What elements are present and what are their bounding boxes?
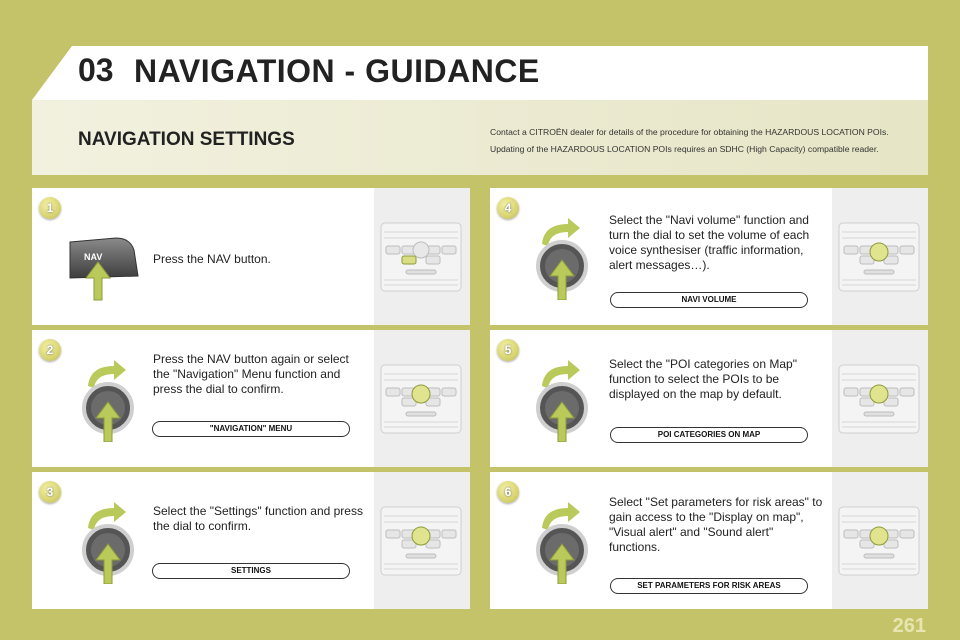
rotary-dial-icon [532,218,598,300]
step-instruction: Select "Set parameters for risk areas" to gain access to the "Display on map", "Visual alert" and "Sound alert" functions. [609,495,823,554]
section-title: NAVIGATION SETTINGS [78,129,295,150]
menu-label-pill: SET PARAMETERS FOR RISK AREAS [610,578,808,594]
head-unit-panel-icon [838,222,920,292]
menu-label-pill: "NAVIGATION" MENU [152,421,350,437]
page-number: 261 [892,615,926,637]
dealer-note [490,124,930,158]
head-unit-panel-icon [380,506,462,576]
head-unit-panel-icon [838,506,920,576]
header-corner-fold [32,46,72,100]
chapter-number: 03 [78,52,114,88]
note-line-1: Contact a CITROËN dealer for details of the procedure for obtaining the HAZARDOUS LOCATION POIs. [490,127,889,137]
step-number-badge: 4 [497,197,519,219]
page-title: NAVIGATION - GUIDANCE [134,53,540,89]
menu-label-pill: SETTINGS [152,563,350,579]
step-instruction: Select the "POI categories on Map" function to select the POIs to be displayed on the map by default. [609,357,797,401]
head-unit-panel-icon [838,364,920,434]
menu-label-pill: POI CATEGORIES ON MAP [610,427,808,443]
nav-button-label: NAV [84,252,103,262]
step-instruction: Press the NAV button. [153,252,271,266]
step-instruction: Select the "Settings" function and press the dial to confirm. [153,504,363,533]
head-unit-panel-icon [380,364,462,434]
note-line-2: Updating of the HAZARDOUS LOCATION POIs requires an SDHC (High Capacity) compatible reader. [490,144,879,154]
head-unit-panel-icon [380,222,462,292]
step-instruction: Select the "Navi volume" function and turn the dial to set the volume of each voice synthesiser (traffic information, alert messages…). [609,213,810,272]
rotary-dial-icon [532,360,598,442]
nav-button-icon [68,232,140,302]
step-instruction: Press the NAV button again or select the "Navigation" Menu function and press the dial to confirm. [153,352,349,396]
step-number-badge: 2 [39,339,61,361]
step-number-badge: 1 [39,197,61,219]
rotary-dial-icon [78,502,144,584]
step-number-badge: 5 [497,339,519,361]
menu-label-pill: NAVI VOLUME [610,292,808,308]
rotary-dial-icon [78,360,144,442]
step-number-badge: 3 [39,481,61,503]
step-number-badge: 6 [497,481,519,503]
rotary-dial-icon [532,502,598,584]
